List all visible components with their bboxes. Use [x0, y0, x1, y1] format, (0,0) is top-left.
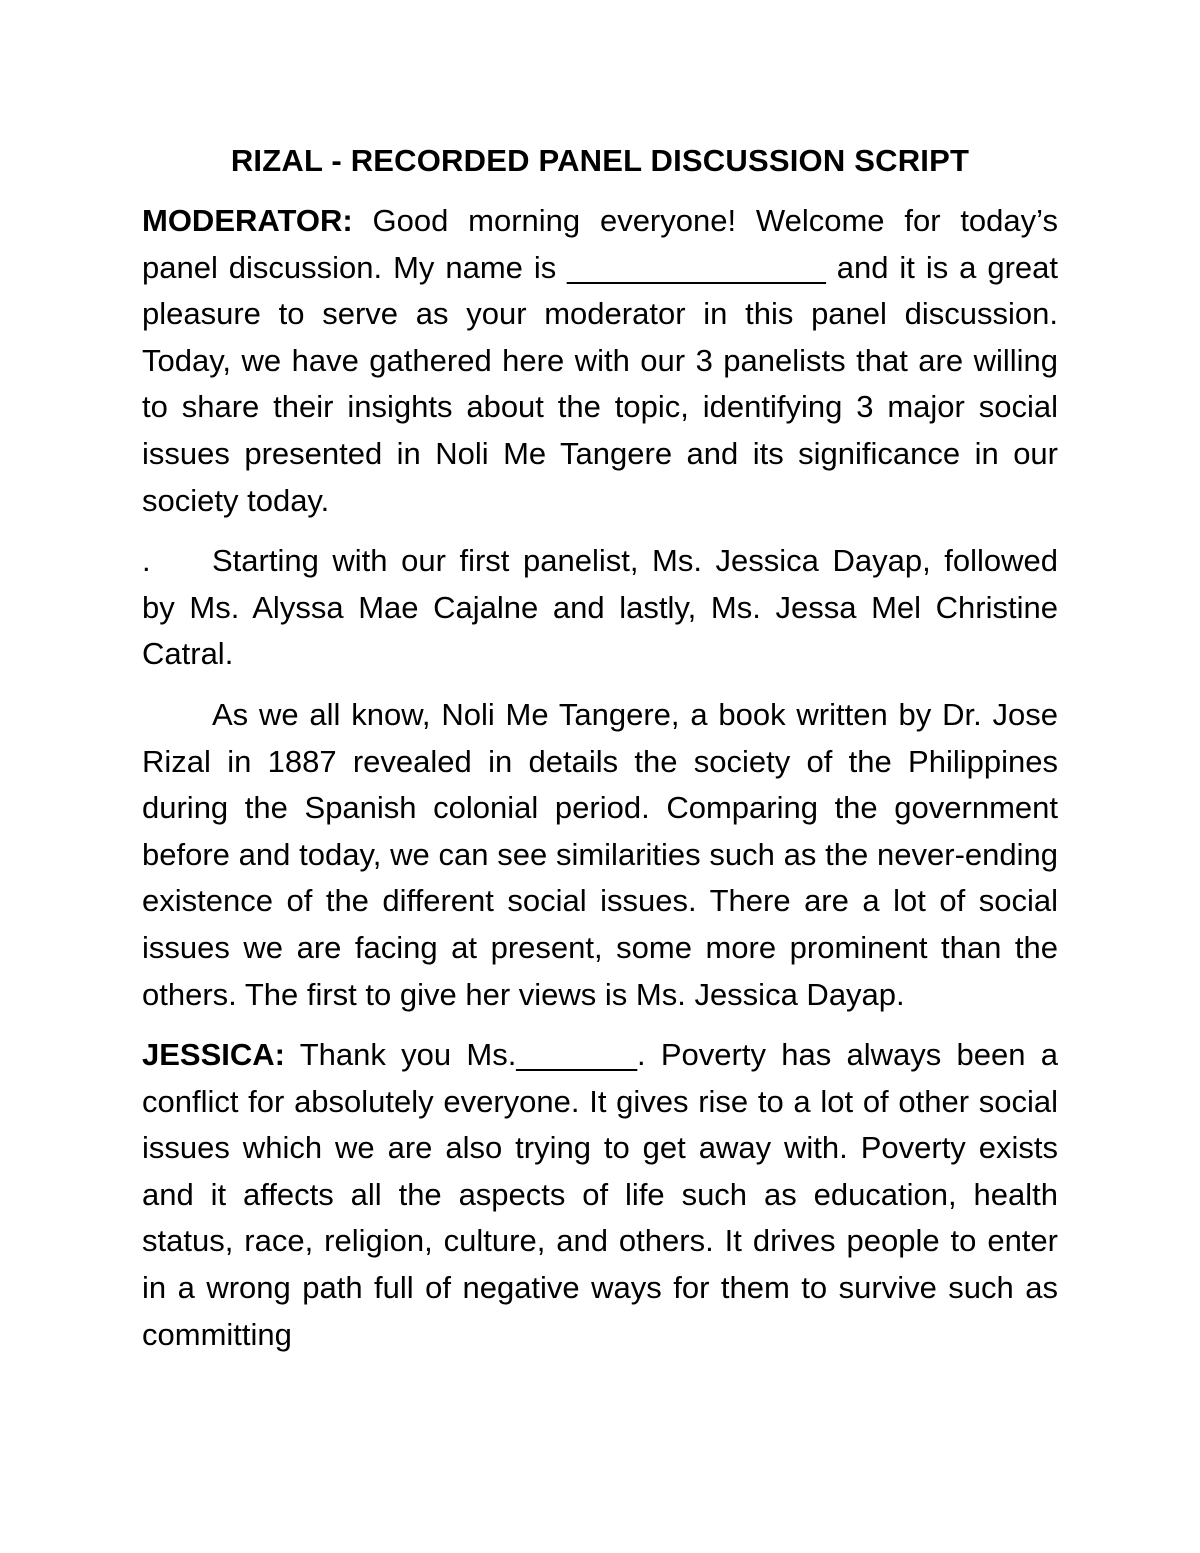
speaker-label-jessica: JESSICA:	[142, 1037, 285, 1073]
context-text: As we all know, Noli Me Tangere, a book written by Dr. Jose Rizal in 1887 revealed in details the society of the Philippines during the Spanish colonial period. Comparing the government before and today, we can see similarities such as the never-ending existence of the different social issues. There are a lot of social issues we are facing at present, some more prominent than the others. The first to give her views is Ms. Jessica Dayap.	[142, 696, 1058, 1012]
panelists-intro-text: Starting with our first panelist, Ms. Jessica Dayap, followed by Ms. Alyssa Mae Cajalne and lastly, Ms. Jessa Mel Christine Catral.	[142, 543, 1058, 672]
document-title: RIZAL - RECORDED PANEL DISCUSSION SCRIPT	[230, 143, 970, 178]
document-body	[142, 138, 1058, 1358]
panelists-intro-paragraph	[142, 538, 1058, 678]
moderator-text: Good morning everyone! Welcome for today’s panel discussion. My name is _______________ and it is a great pleasure to serve as your moderator in this panel discussion. Today, we have gathered here with our 3 panelists that are willing to share their insights about the topic, identifying 3 major social issues presented in Noli Me Tangere and its significance in our society today.	[142, 203, 1058, 518]
moderator-paragraph	[142, 198, 1058, 524]
context-paragraph	[142, 692, 1058, 1018]
jessica-paragraph	[142, 1032, 1058, 1358]
jessica-text: Thank you Ms._______. Poverty has always been a conflict for absolutely everyone. It gives rise to a lot of other social issues which we are also trying to get away with. Poverty exists and it affects all the aspects of life such as education, health status, race, religion, culture, and others. It drives people to enter in a wrong path full of negative ways for them to survive such as committing	[142, 1037, 1058, 1352]
leading-mark: .	[142, 543, 151, 579]
speaker-label-moderator: MODERATOR:	[142, 203, 353, 238]
